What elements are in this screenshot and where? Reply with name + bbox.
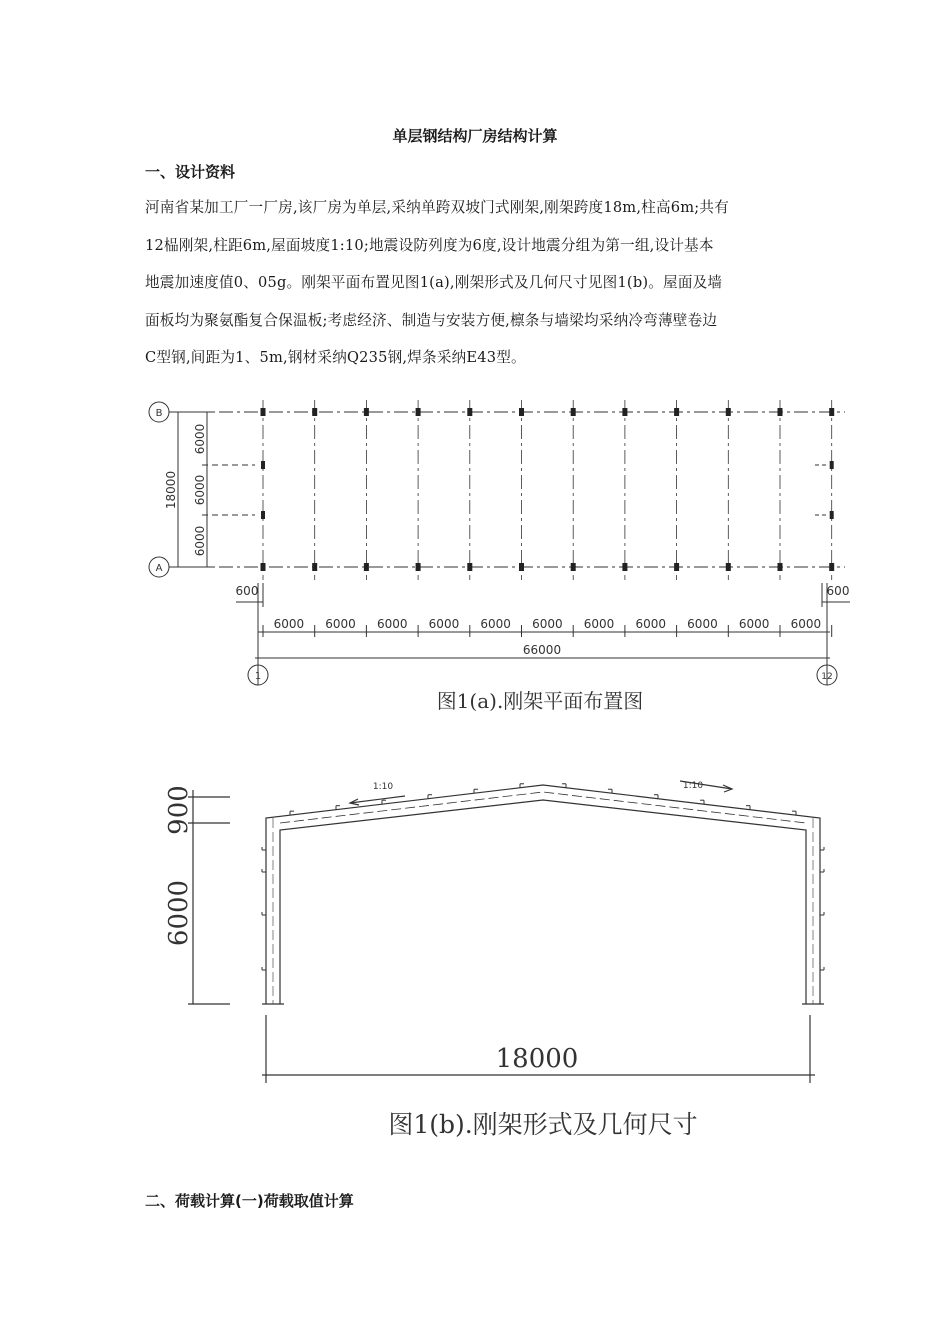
bay-dim-label: 6000 (635, 617, 667, 631)
bay-dim-label: 6000 (738, 617, 770, 631)
total-length-dim: 66000 (522, 643, 562, 657)
section-2-heading: 二、荷载计算(一)荷载取值计算 (145, 1192, 354, 1210)
column-marker (726, 408, 731, 416)
vertical-dim-1: 6000 (193, 423, 207, 455)
vertical-dim-3: 6000 (193, 525, 207, 557)
gable-column-marker (261, 511, 265, 519)
bay-dim-label: 6000 (376, 617, 408, 631)
column-marker (416, 408, 421, 416)
column-marker (622, 408, 627, 416)
overhang-right-dim: 600 (826, 584, 850, 598)
axis-label-a: A (155, 563, 163, 574)
column-marker (674, 408, 679, 416)
column-marker (364, 408, 369, 416)
bay-dim-label: 6000 (325, 617, 356, 631)
bay-dim-label: 6000 (583, 617, 615, 631)
column-marker (416, 563, 421, 571)
column-marker (467, 408, 472, 416)
span-dim: 18000 (495, 1044, 579, 1074)
column-marker (519, 408, 524, 416)
rise-dim: 900 (164, 785, 194, 835)
frame-inner-line (280, 800, 806, 1004)
column-marker (726, 563, 731, 571)
column-marker (778, 563, 783, 571)
frame-outer-line (266, 785, 820, 1004)
gable-column-marker (830, 461, 834, 469)
bay-dim-label: 6000 (790, 617, 822, 631)
axis-label-12: 12 (821, 672, 833, 682)
section-1-heading: 一、设计资料 (145, 163, 236, 181)
figure-plan-layout (0, 385, 950, 725)
column-marker (261, 563, 266, 571)
column-marker (778, 408, 783, 416)
column-marker (467, 563, 472, 571)
column-marker (312, 563, 317, 571)
figure-b-caption: 图1(b).刚架形式及几何尺寸 (388, 1110, 698, 1139)
axis-label-b: B (155, 408, 163, 419)
figure-frame-elevation (0, 765, 950, 1145)
slope-label-right: 1:10 (682, 781, 704, 791)
overhang-left-dim: 600 (235, 584, 259, 598)
axis-label-1: 1 (254, 671, 262, 682)
column-marker (261, 408, 266, 416)
bay-dim-label: 6000 (428, 617, 460, 631)
bay-dim-label: 6000 (480, 617, 511, 631)
column-marker (829, 408, 834, 416)
vertical-dim-total: 18000 (164, 470, 178, 510)
gable-column-marker (830, 511, 834, 519)
column-marker (312, 408, 317, 416)
column-marker (571, 408, 576, 416)
slope-label-left: 1:10 (372, 782, 394, 792)
bay-dim-label: 6000 (532, 617, 563, 631)
column-marker (622, 563, 627, 571)
document-title: 单层钢结构厂房结构计算 (392, 127, 558, 145)
column-marker (364, 563, 369, 571)
figure-a-caption: 图1(a).刚架平面布置图 (436, 689, 644, 713)
bay-dim-label: 6000 (687, 617, 718, 631)
column-height-dim: 6000 (164, 879, 194, 947)
section-1-body: 河南省某加工厂一厂房,该厂房为单层,采纳单跨双坡门式刚架,刚架跨度18m,柱高6m;共有 12榀刚架,柱距6m,屋面坡度1:10;地震设防列度为6度,设计地震分组为第一组,设计基本 地震加速度值0、05g。刚架平面布置见图1(a),刚架形式及几何尺寸见图1(b)。屋面及墙 面板均为聚氨酯复合保温板;考虑经济、制造与安装方便,檩条与墙梁均采纳冷弯薄壁卷边 C型钢,间距为1、5m,钢材采纳Q235钢,焊条采纳E43型。 (145, 199, 729, 366)
bay-dim-label: 6000 (273, 617, 305, 631)
vertical-dim-2: 6000 (193, 474, 207, 506)
gable-column-marker (261, 461, 265, 469)
column-marker (519, 563, 524, 571)
column-marker (829, 563, 834, 571)
column-marker (674, 563, 679, 571)
column-marker (571, 563, 576, 571)
